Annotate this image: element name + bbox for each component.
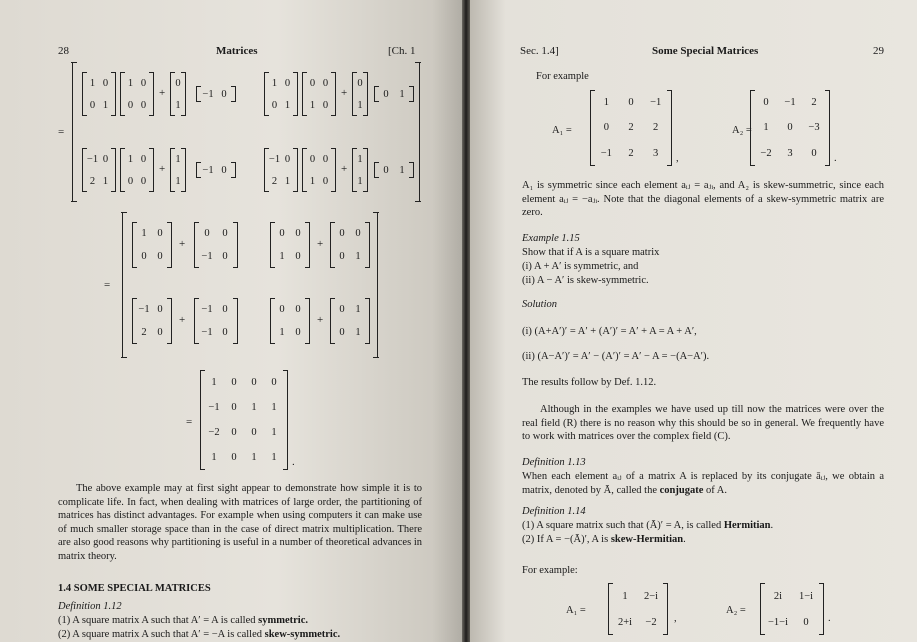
matrix-entry: −1 [208,402,220,413]
comma: , [674,613,677,624]
matrix-entry: 0 [357,77,363,89]
matrix-entry: 0 [284,77,291,89]
matrix-entry: 0 [141,251,147,262]
period: . [834,153,837,164]
matrix-entry: −1 [201,251,213,262]
matrix-entry: 1 [211,452,217,463]
matrix-entry: −1 [202,88,214,100]
matrix-entry: 0 [204,228,210,239]
matrix-entry: 0 [787,122,793,134]
matrix-entry: 0 [383,88,389,100]
matrix-entry: 2 [628,122,634,134]
period: . [292,456,295,468]
definition-item-2 [58,628,340,642]
matrix-entry: 1 [357,99,363,111]
matrix-entry: −1 [268,153,281,165]
definition-14-item-2: (2) If A = −(Ā)′, A is skew-Hermitian. [522,534,686,545]
matrix-entry: 0 [231,402,237,413]
matrix-entry: 1 [271,402,277,413]
solution-ii: (ii) (A−A′)′ = A′ − (A′)′ = A′ − A = −(A−A′). [522,351,710,362]
matrix-a1 [590,90,672,166]
matrix-entry: 0 [157,327,163,338]
matrix-entry: 1 [102,175,109,187]
definition-text: (2) If A = −(Ā)′, A is [522,534,611,545]
definition-13-text [522,470,884,497]
result-matrix [200,370,288,470]
matrix-entry: −2 [760,147,772,159]
matrix-entry: 0 [322,175,329,187]
sub-matrix [374,86,414,102]
matrix-entry: 2i [773,590,783,602]
matrix-entry: 0 [355,228,361,239]
sub-matrix [302,148,336,192]
matrix-entry: 0 [339,304,345,315]
matrix-entry: 1 [399,88,405,100]
matrix-entry: 0 [89,99,96,111]
chapter-ref: [Ch. 1 [388,45,416,57]
matrix-entry: 2+i [617,616,633,628]
matrix-entry: 0 [279,228,285,239]
definition-14-title: Definition 1.14 [522,506,586,517]
matrix-entry: 2 [89,175,96,187]
sub-matrix [352,72,368,116]
page-number: 29 [873,45,884,57]
sub-matrix [132,298,172,344]
matrix-entry: 0 [339,228,345,239]
sub-matrix [82,72,116,116]
matrix-entry: 0 [309,77,316,89]
matrix-entry: 1 [175,153,181,165]
matrix-entry: 0 [127,175,134,187]
matrix-entry: 1 [141,228,147,239]
matrix-entry: 1 [622,590,628,602]
sub-matrix [82,148,116,192]
solution-i: (i) (A+A′)′ = A′ + (A′)′ = A′ + A = A + A′, [522,326,697,337]
sub-matrix [330,222,370,268]
matrix-entry: 1 [357,153,363,165]
sub-matrix [170,72,186,116]
sub-matrix [264,148,298,192]
definition-item-text: (2) A square matrix A such that A′ = −A is called [58,629,265,640]
matrix-entry: 1 [284,99,291,111]
matrix-entry: 0 [222,304,228,315]
matrix-entry: 1 [763,122,769,134]
matrix-entry: 0 [309,153,316,165]
definition-13-title: Definition 1.13 [522,457,586,468]
matrix-entry: −1 [201,327,213,338]
matrix-entry: 0 [157,228,163,239]
matrix-entry: 0 [140,153,147,165]
example-line-1: Show that if A is a square matrix [522,247,660,258]
section-heading: 1.4 SOME SPECIAL MATRICES [58,583,211,594]
definition-term: skew-symmetric. [264,629,341,640]
definition-term: conjugate [659,484,704,496]
sub-matrix [270,298,310,344]
matrix-entry: 1 [251,402,257,413]
matrix-entry: 0 [383,164,389,176]
matrix-entry: 3 [653,147,659,159]
sub-matrix [170,148,186,192]
symmetric-note: A₁ is symmetric since each element aᵢⱼ = aⱼᵢ, and A₂ is skew-summetric, since each element aᵢⱼ = −aⱼᵢ. Note that the diagonal elements of a skew-symmetric matrix are zero. [522,180,884,219]
sub-matrix [264,72,298,116]
definition-term: symmetric. [258,615,308,626]
matrix-entry: 0 [251,377,257,388]
definition-text: of A. [703,484,727,496]
matrix-entry: 2−i [643,590,659,602]
matrix-entry: 0 [102,77,109,89]
definition-14-item-1: (1) A square matrix such that (Ā)′ = A, is called Hermitian. [522,520,774,531]
section-ref: Sec. 1.4] [520,45,559,57]
matrix-entry: −1 [202,164,214,176]
running-title: Matrices [216,45,258,57]
sub-matrix [194,222,238,268]
matrix-entry: 0 [322,77,329,89]
equals-sign: = [186,416,193,428]
matrix-entry: 0 [221,88,227,100]
sub-matrix [196,162,236,178]
plus-sign: + [317,314,324,326]
plus-sign: + [159,87,166,99]
matrix-entry: 0 [295,327,301,338]
definition-text: When each element aᵢⱼ of a matrix A is replaced by its conjugate āᵢⱼ, we obtain a matrix, denoted by Ā, called the [522,471,884,496]
matrix-entry: −1 [650,97,662,109]
sub-matrix [330,298,370,344]
matrix-entry: 0 [295,251,301,262]
matrix-entry: 0 [222,251,228,262]
matrix-entry: 0 [271,99,278,111]
sub-matrix [374,162,414,178]
matrix-entry: 1 [309,99,316,111]
matrix-label-a1: A₁ = [566,605,586,616]
partitioning-paragraph: The above example may at first sight appear to demonstrate how simple it is to complicate life. In fact, when dealing with matrices of large order, the partitioning of matrices has distinct advantages. For example when using computers it can make use of much smaller storage space than in the case of direct matrix multiplication. There are also good reasons why partitioning is useful in a number of theoretical advances in matrix theory. [58,483,422,562]
matrix-entry: −1 [201,304,213,315]
solution-title: Solution [522,299,558,310]
definition-term: skew-Hermitian [610,534,684,545]
plus-sign: + [179,238,186,250]
matrix-entry: −1 [86,153,99,165]
matrix-entry: −3 [808,122,820,134]
matrix-entry: 1 [279,327,285,338]
sub-matrix [302,72,336,116]
matrix-entry: 1 [102,99,109,111]
matrix-entry: 1 [251,452,257,463]
period: . [828,613,831,624]
plus-sign: + [317,238,324,250]
matrix-entry: 1 [399,164,405,176]
matrix-entry: 0 [140,77,147,89]
matrix-entry: 2 [811,97,817,109]
matrix-entry: 3 [787,147,793,159]
matrix-entry: 1 [271,77,278,89]
matrix-entry: 0 [603,122,609,134]
matrix-entry: −1 [600,147,612,159]
matrix-entry: 0 [279,304,285,315]
matrix-entry: 1 [355,327,361,338]
matrix-entry: 0 [284,153,291,165]
matrix-entry: 0 [175,77,181,89]
sub-matrix [132,222,172,268]
right-page [470,0,917,642]
example-line-2: (i) A + A′ is symmetric, and [522,261,639,272]
matrix-entry: 1 [357,175,363,187]
page-shadow [432,0,462,642]
definition-text: (1) A square matrix such that (Ā)′ = A, is called [522,520,724,531]
matrix-entry: 0 [628,97,634,109]
matrix-label-a2: A₂ = [726,605,746,616]
matrix-entry: 1 [355,304,361,315]
definition-item-text: (1) A square matrix A such that A′ = A is called [58,615,259,626]
matrix-entry: −2 [645,616,657,628]
matrix-a2 [750,90,830,166]
matrix-entry: −2 [208,427,220,438]
matrix-entry: −1 [784,97,796,109]
matrix-entry: 2 [271,175,278,187]
matrix-entry: 1 [211,377,217,388]
matrix-entry: 0 [231,452,237,463]
matrix-entry: 0 [295,304,301,315]
matrix-entry: 0 [271,377,277,388]
matrix-entry: −1 [138,304,150,315]
matrix-label-a2: A₂ = [732,125,752,136]
matrix-entry: 1 [271,452,277,463]
matrix-entry: 0 [140,99,147,111]
matrix-entry: 1 [271,427,277,438]
definition-item-1 [58,614,308,628]
matrix-entry: 1 [279,251,285,262]
equals-sign: = [58,126,65,138]
equals-sign: = [104,279,111,291]
matrix-hermitian [608,583,668,635]
plus-sign: + [159,163,166,175]
matrix-entry: 1 [175,175,181,187]
matrix-entry: 0 [140,175,147,187]
book-gutter [462,0,470,642]
definition-term: Hermitian [723,520,771,531]
matrix-entry: 2 [653,122,659,134]
sub-matrix [120,148,154,192]
for-example: For example [536,71,589,82]
example-title: Example 1.15 [522,233,580,244]
matrix-entry: 1 [603,97,609,109]
matrix-skew-hermitian [760,583,824,635]
matrix-entry: 0 [322,153,329,165]
matrix-entry: 0 [231,427,237,438]
example-line-3: (ii) A − A′ is skew-symmetric. [522,275,649,286]
matrix-entry: 0 [222,228,228,239]
matrix-entry: 0 [102,153,109,165]
matrix-entry: 0 [231,377,237,388]
matrix-entry: 0 [222,327,228,338]
matrix-entry: 1 [284,175,291,187]
for-example-2: For example: [522,565,578,576]
definition-title: Definition 1.12 [58,601,122,612]
matrix-entry: 0 [221,164,227,176]
matrix-entry: 0 [127,99,134,111]
matrix-entry: 1 [127,77,134,89]
matrix-entry: 2 [628,147,634,159]
matrix-entry: 2 [141,327,147,338]
matrix-entry: 1 [89,77,96,89]
matrix-entry: 0 [811,147,817,159]
comma: , [676,153,679,164]
matrix-label-a1: A₁ = [552,125,572,136]
matrix-entry: 0 [251,427,257,438]
matrix-entry: 0 [157,304,163,315]
plus-sign: + [179,314,186,326]
plus-sign: + [341,163,348,175]
matrix-entry: 0 [339,251,345,262]
matrix-entry: 1−i [798,590,814,602]
matrix-entry: 0 [295,228,301,239]
matrix-entry: 0 [803,616,809,628]
page-number: 28 [58,45,69,57]
results-line: The results follow by Def. 1.12. [522,377,657,388]
matrix-entry: 1 [355,251,361,262]
matrix-entry: 1 [175,99,181,111]
plus-sign: + [341,87,348,99]
matrix-entry: −1−i [767,616,788,628]
sub-matrix [194,298,238,344]
matrix-entry: 0 [157,251,163,262]
sub-matrix [270,222,310,268]
matrix-entry: 0 [763,97,769,109]
sub-matrix [120,72,154,116]
matrix-entry: 0 [339,327,345,338]
matrix-entry: 0 [322,99,329,111]
sub-matrix [352,148,368,192]
complex-field-paragraph: Although in the examples we have used up till now the matrices were over the real field (R) there is no reason why this should be so in general. We frequently have to work with matrices over the complex field (C). [522,404,884,443]
sub-matrix [196,86,236,102]
matrix-entry: 1 [309,175,316,187]
matrix-entry: 1 [127,153,134,165]
running-title: Some Special Matrices [652,45,759,57]
